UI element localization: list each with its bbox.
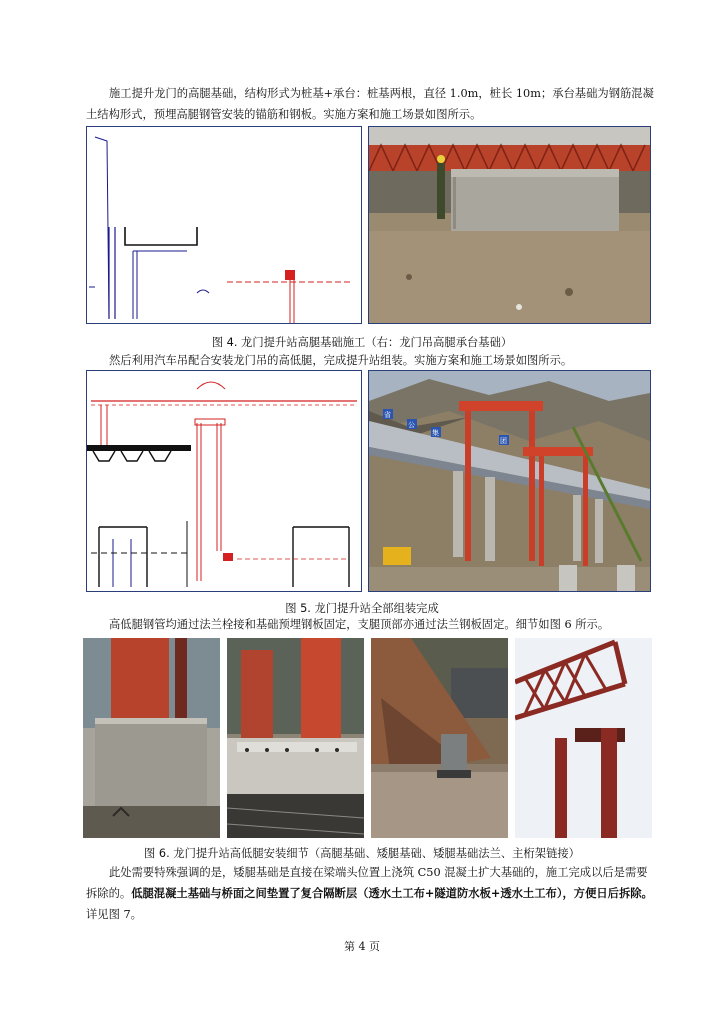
fig4-photo-svg — [369, 127, 650, 323]
page-number: 第 4 页 — [344, 940, 380, 953]
fig5-cad-drawing — [86, 370, 362, 592]
fig6-photo-truss-link — [515, 638, 652, 838]
paragraph-4 — [86, 862, 658, 925]
fig6-caption: 图 6. 龙门提升站高低腿安装细节（高腿基础、矮腿基础、矮腿基础法兰、主桁架链接） — [144, 847, 580, 860]
paragraph-2-text: 然后利用汽车吊配合安装龙门吊的高低腿，完成提升站组装。实施方案和施工场景如图所示。 — [109, 354, 573, 367]
sign-char-3: 集 — [432, 429, 439, 437]
fig5-photo-gantry — [368, 370, 651, 592]
sign-char-4: 团 — [500, 437, 507, 445]
fig4-caption: 图 4. 龙门提升站高腿基础施工（右：龙门吊高腿承台基础） — [211, 336, 513, 349]
paragraph-2 — [86, 350, 658, 371]
fig6-photo-low-leg-base — [227, 638, 364, 838]
fig6-photo-high-leg-base — [83, 638, 220, 838]
fig4-photo-pile-cap — [368, 126, 651, 324]
paragraph-4-normal-text: 此处需要特殊强调的是，矮腿基础是直接在梁端头位置上浇筑 C50 混凝土扩大基础的，施工完成以后是需要拆除的。 — [86, 866, 648, 900]
paragraph-1 — [86, 83, 658, 125]
paragraph-3-text: 高低腿钢管均通过法兰栓接和基础预埋钢板固定，支腿顶部亦通过法兰钢板固定。细节如图 6 所示。 — [109, 618, 610, 631]
fig5-caption: 图 5. 龙门提升站全部组装完成 — [285, 602, 439, 615]
paragraph-1-text: 施工提升龙门的高腿基础，结构形式为桩基+承台：桩基两根，直径 1.0m，桩长 10m；承台基础为钢筋混凝土结构形式，预埋高腿钢管安装的锚筋和钢板。实施方案和施工场景如图所示。 — [86, 87, 654, 121]
fig6-photo-low-leg-flange — [371, 638, 508, 838]
paragraph-3 — [86, 614, 658, 635]
fig5-cad-svg — [87, 371, 361, 591]
fig4-cad-svg — [87, 127, 361, 323]
fig5-photo-svg — [369, 371, 650, 591]
fig4-cad-drawing — [86, 126, 362, 324]
paragraph-4-tail-text: 详见图 7。 — [86, 908, 142, 921]
sign-char-2: 公 — [408, 421, 415, 429]
sign-char-1: 省 — [384, 411, 391, 419]
paragraph-4-bold-text: 低腿混凝土基础与桥面之间垫置了复合隔断层（透水土工布+隧道防水板+透水土工布），方便日后拆除。 — [131, 887, 653, 900]
